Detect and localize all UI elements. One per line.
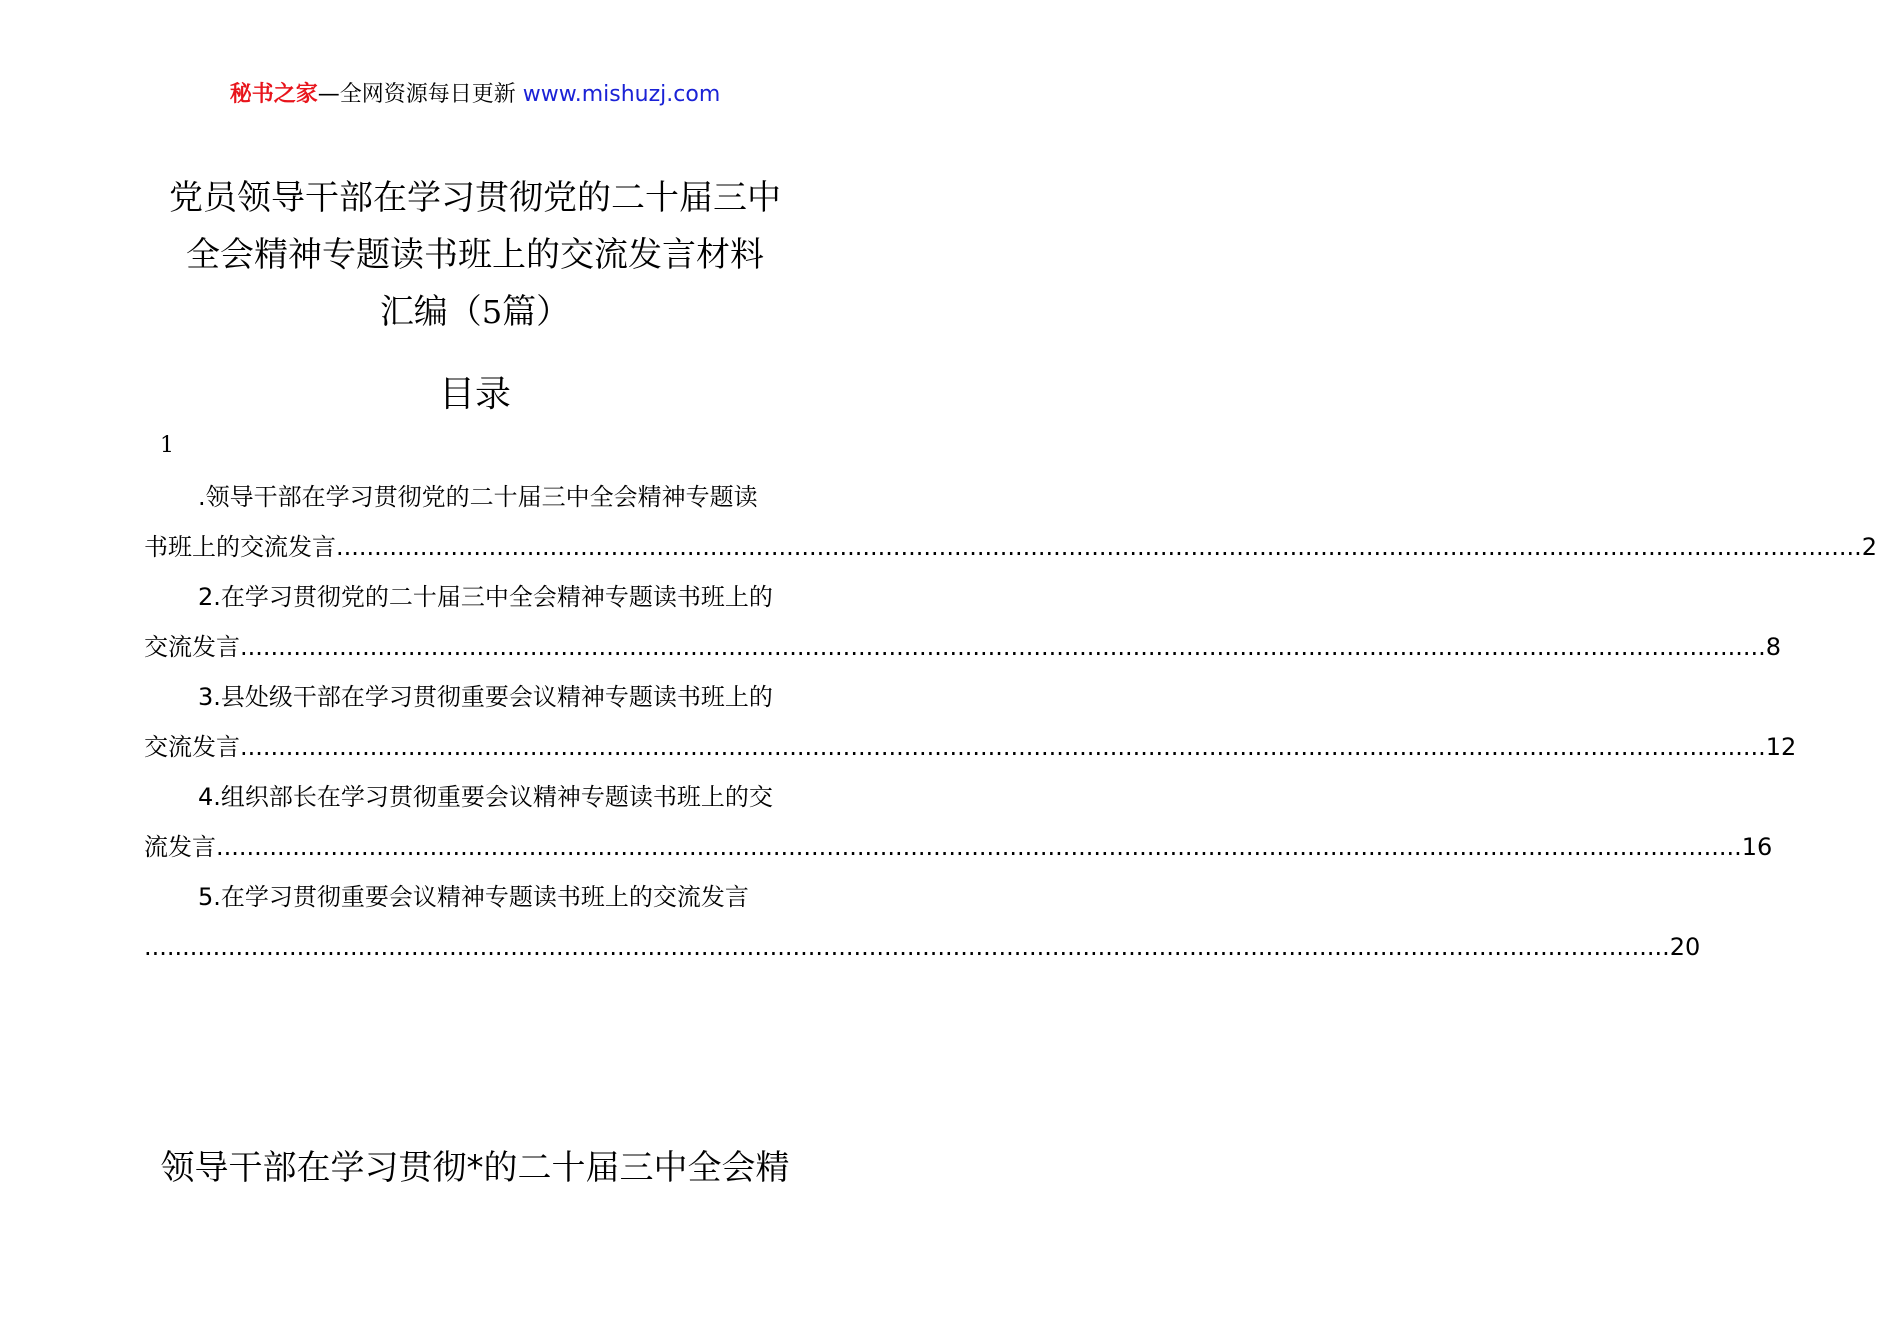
toc-entry-title: .领导干部在学习贯彻党的二十届三中全会精神专题读 [198,483,758,511]
toc-page-number: 8 [1765,633,1782,661]
document-title [100,170,850,341]
toc-entry-title-cont: 交流发言 [144,733,240,761]
toc-page-number: 20 [1669,933,1701,961]
toc-entry[interactable] [144,672,1797,772]
title-suffix: 篇） [502,292,571,332]
dot-leader: ........................................................................................................................................................................................................ [144,933,1670,961]
toc-entry-title: 3.县处级干部在学习贯彻重要会议精神专题读书班上的 [198,683,773,711]
dot-leader: ........................................................................................................................................................................................................ [216,833,1742,861]
document-title-line-3 [100,284,850,341]
toc-entry[interactable] [144,872,1701,972]
toc-first-number: 1 [160,433,174,458]
site-header [0,80,950,110]
title-count: 5 [481,293,503,331]
dot-leader: ........................................................................................................................................................................................................ [240,633,1766,661]
toc-page-number: 12 [1765,733,1797,761]
toc-entry[interactable] [144,572,1782,672]
toc-entry-title-cont: 书班上的交流发言 [144,533,336,561]
toc-entry[interactable] [144,772,1773,872]
site-url-link[interactable]: www.mishuzj.com [522,82,721,107]
toc-entry-title-cont: 流发言 [144,833,216,861]
toc-entry-title: 2.在学习贯彻党的二十届三中全会精神专题读书班上的 [198,583,773,611]
site-brand: 秘书之家 [229,82,318,107]
section-title: 领导干部在学习贯彻*的二十届三中全会精 [160,1148,790,1188]
toc-page-number: 2 [1861,533,1877,561]
table-of-contents [144,472,1877,972]
document-title-line-2: 全会精神专题读书班上的交流发言材料 [186,235,764,275]
toc-heading: 目录 [438,374,511,415]
toc-entry-title: 5.在学习贯彻重要会议精神专题读书班上的交流发言 [198,883,749,911]
dot-leader: ........................................................................................................................................................................................................ [240,733,1766,761]
title-prefix: 汇编（ [379,292,482,332]
toc-page-number: 16 [1741,833,1773,861]
document-title-line-1: 党员领导干部在学习贯彻党的二十届三中 [169,178,781,218]
toc-entry-title: 4.组织部长在学习贯彻重要会议精神专题读书班上的交 [198,783,773,811]
site-tagline: —全网资源每日更新 [317,82,523,107]
toc-entry[interactable] [144,472,1877,572]
toc-entry-title-cont: 交流发言 [144,633,240,661]
dot-leader: ........................................................................................................................................................................................................ [336,533,1862,561]
